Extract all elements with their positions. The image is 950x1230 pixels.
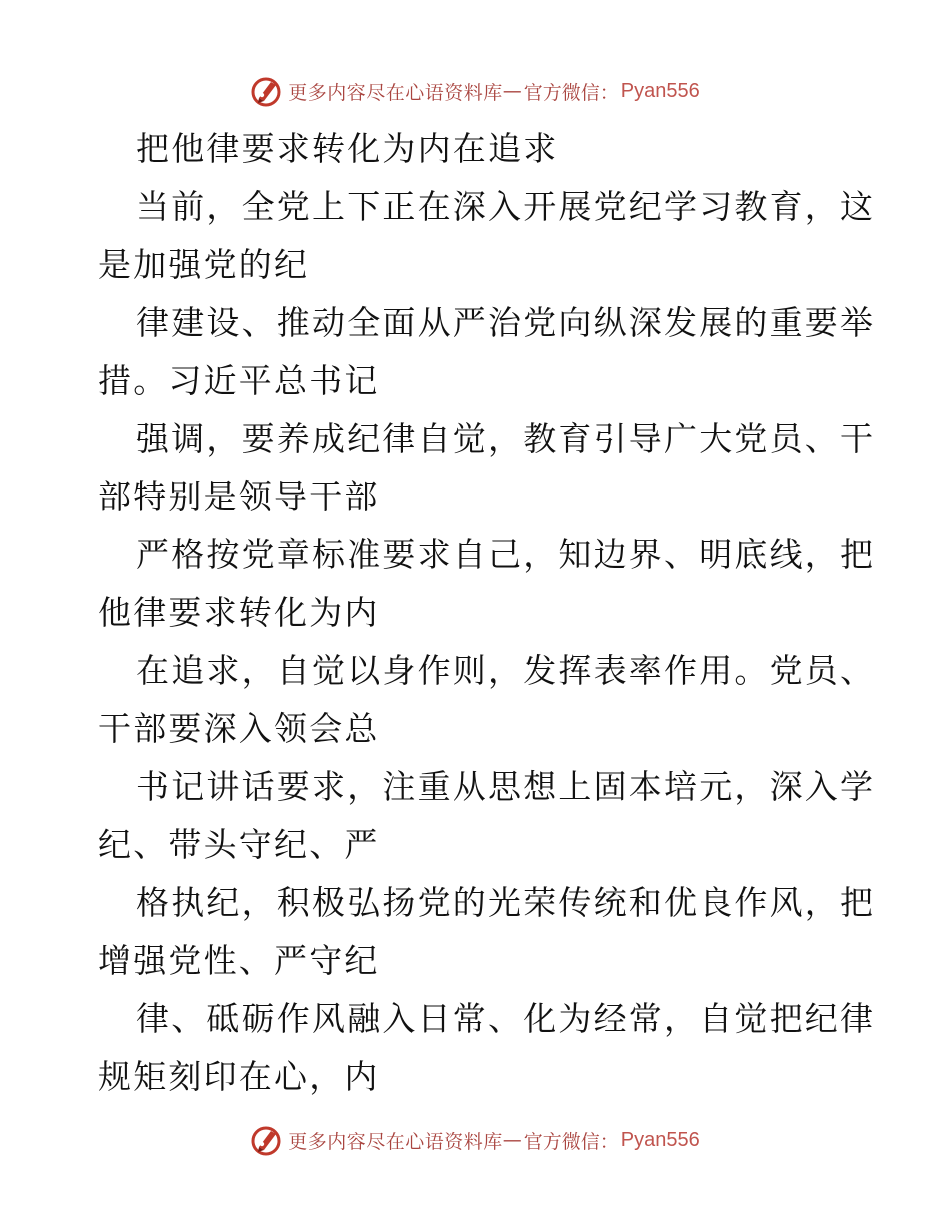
footer-banner (0, 1120, 950, 1160)
text-line: 规矩刻印在心，内 (98, 1057, 380, 1096)
text-line: 干部要深入领会总 (98, 709, 380, 748)
banner-text: 更多内容尽在心语资料库 (288, 81, 503, 104)
banner-dash: — (502, 1129, 522, 1151)
text-line: 是加强党的纪 (98, 245, 310, 284)
pen-logo-icon (250, 1123, 284, 1157)
banner-wechat-label: 官方微信： (523, 81, 619, 104)
text-line: 强调，要养成纪律自觉，教育引导广大党员、干 (136, 419, 876, 458)
document-body (98, 120, 876, 1106)
text-line: 律、砥砺作风融入日常、化为经常，自觉把纪律 (136, 999, 876, 1038)
text-line: 他律要求转化为内 (98, 593, 380, 632)
header-banner (0, 71, 950, 111)
banner-dash: — (502, 80, 522, 102)
banner-wechat-id: Pyan556 (620, 79, 700, 102)
text-line: 格执纪，积极弘扬党的光荣传统和优良作风，把 (136, 883, 876, 922)
banner-wechat-label: 官方微信： (523, 1130, 619, 1153)
text-line: 纪、带头守纪、严 (98, 825, 380, 864)
pen-logo-icon (250, 74, 284, 108)
text-line: 部特别是领导干部 (98, 477, 380, 516)
text-line: 措。习近平总书记 (98, 361, 380, 400)
text-line: 在追求，自觉以身作则，发挥表率作用。党员、 (136, 651, 876, 690)
text-line: 律建设、推动全面从严治党向纵深发展的重要举 (136, 303, 876, 342)
banner-text: 更多内容尽在心语资料库 (288, 1130, 503, 1153)
text-line: 把他律要求转化为内在追求 (136, 129, 559, 168)
text-line: 当前，全党上下正在深入开展党纪学习教育，这 (136, 187, 876, 226)
text-line: 严格按党章标准要求自己，知边界、明底线，把 (136, 535, 876, 574)
text-line: 增强党性、严守纪 (98, 941, 380, 980)
text-line: 书记讲话要求，注重从思想上固本培元，深入学 (136, 767, 876, 806)
banner-wechat-id: Pyan556 (620, 1128, 700, 1151)
